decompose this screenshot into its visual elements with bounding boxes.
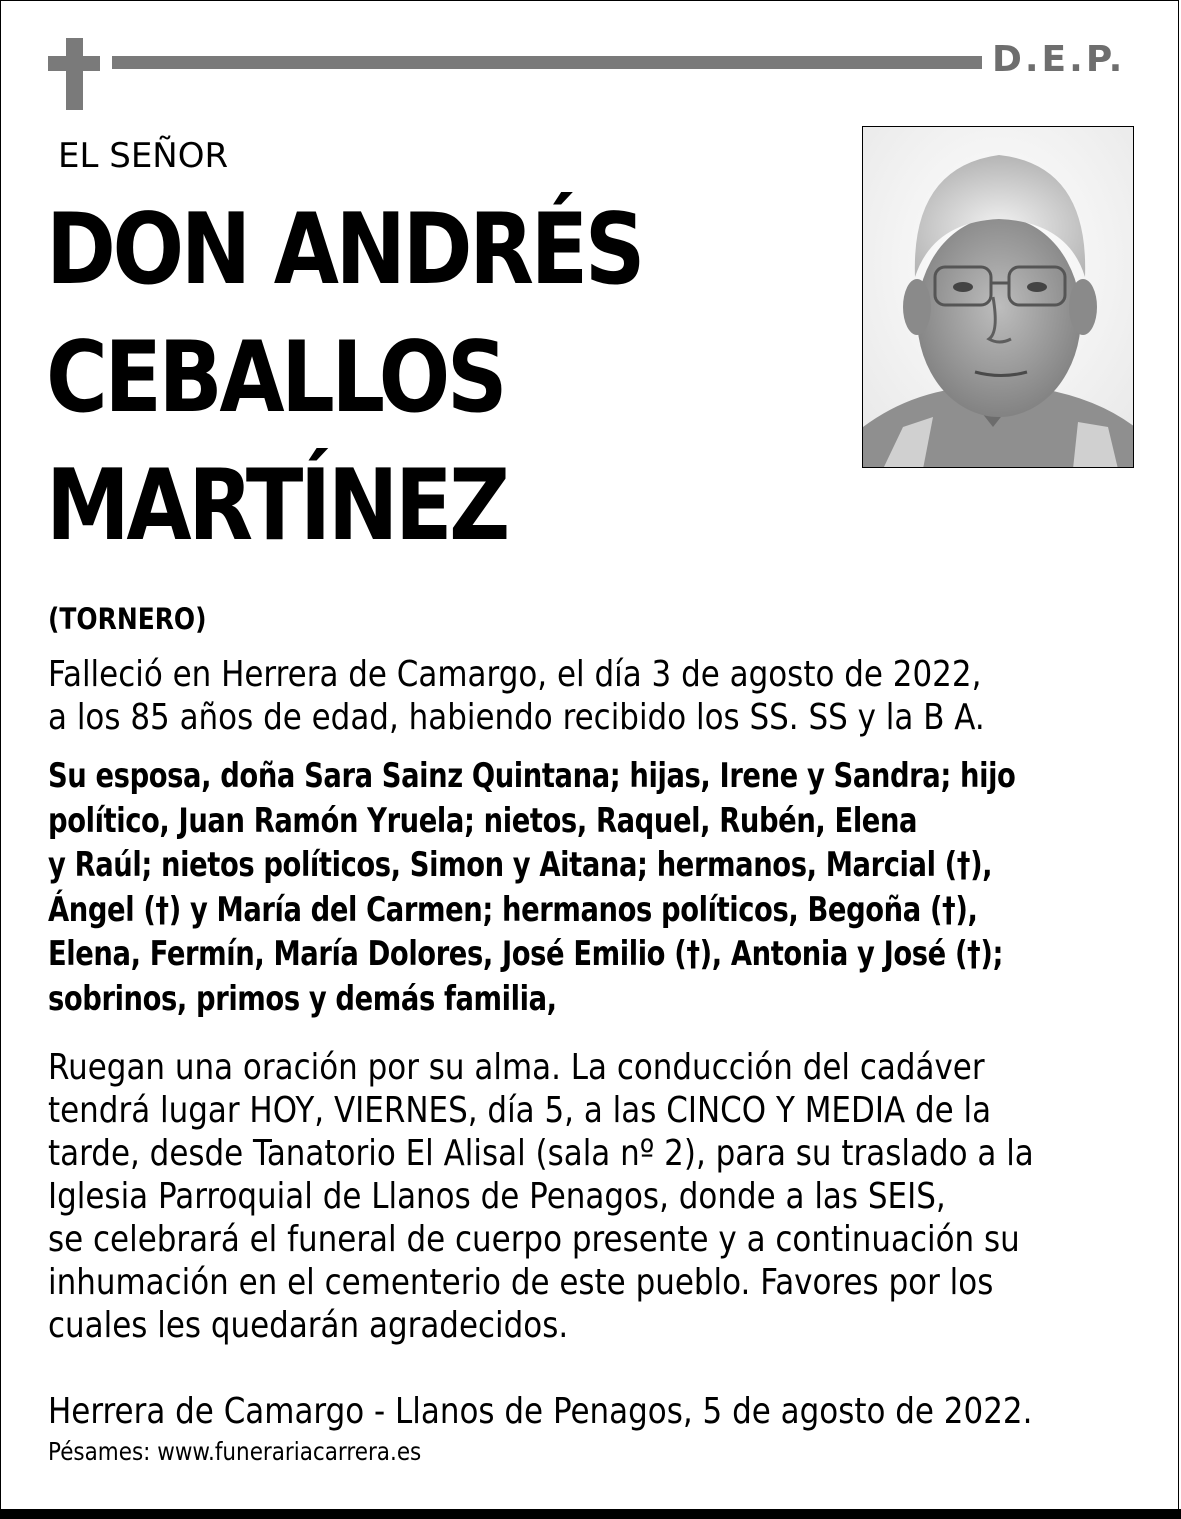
name-line: MARTÍNEZ [46, 449, 507, 563]
text-line: Su esposa, doña Sara Sainz Quintana; hijas, Irene y Sandra; hijo [48, 756, 1016, 796]
profession: (TORNERO) [48, 602, 207, 636]
header-rule [112, 56, 982, 69]
text-line: y Raúl; nietos políticos, Simon y Aitana; hermanos, Marcial (†), [48, 845, 993, 885]
name-line: DON ANDRÉS [46, 193, 642, 307]
text-line: se celebrará el funeral de cuerpo presente y a continuación su [48, 1219, 1020, 1260]
text-line: Elena, Fermín, María Dolores, José Emilio (†), Antonia y José (†); [48, 934, 1003, 974]
cross-icon [48, 38, 100, 110]
portrait-photo [862, 126, 1134, 468]
text-line: sobrinos, primos y demás familia, [48, 978, 557, 1019]
text-line: Ruegan una oración por su alma. La conducción del cadáver [48, 1047, 985, 1088]
text-line: tarde, desde Tanatorio El Alisal (sala nº 2), para su traslado a la [48, 1133, 1034, 1174]
death-notice [48, 653, 985, 739]
funeral-details [48, 1046, 1034, 1347]
text-line: político, Juan Ramón Yruela; nietos, Raquel, Rubén, Elena [48, 800, 918, 841]
bottom-rule [0, 1509, 1181, 1519]
text-line: a los 85 años de edad, habiendo recibido los SS. SS y la B A. [48, 697, 985, 738]
dep-label: D.E.P. [992, 39, 1126, 80]
text-line: Ángel (†) y María del Carmen; hermanos políticos, Begoña (†), [48, 889, 978, 930]
text-line: tendrá lugar HOY, VIERNES, día 5, a las CINCO Y MEDIA de la [48, 1090, 992, 1131]
text-line: cuales les quedarán agradecidos. [48, 1305, 569, 1346]
condolences-link[interactable]: Pésames: www.funerariacarrera.es [48, 1437, 422, 1466]
portrait-image [863, 127, 1134, 468]
name-line: CEBALLOS [46, 321, 505, 435]
text-line: Falleció en Herrera de Camargo, el día 3 de agosto de 2022, [48, 654, 982, 695]
family-list [48, 754, 1015, 1021]
honorific: EL SEÑOR [58, 136, 229, 176]
text-line: Iglesia Parroquial de Llanos de Penagos, donde a las SEIS, [48, 1176, 946, 1217]
place-date: Herrera de Camargo - Llanos de Penagos, 5 de agosto de 2022. [48, 1391, 1033, 1432]
deceased-name [46, 186, 642, 570]
text-line: inhumación en el cementerio de este pueblo. Favores por los [48, 1262, 994, 1303]
